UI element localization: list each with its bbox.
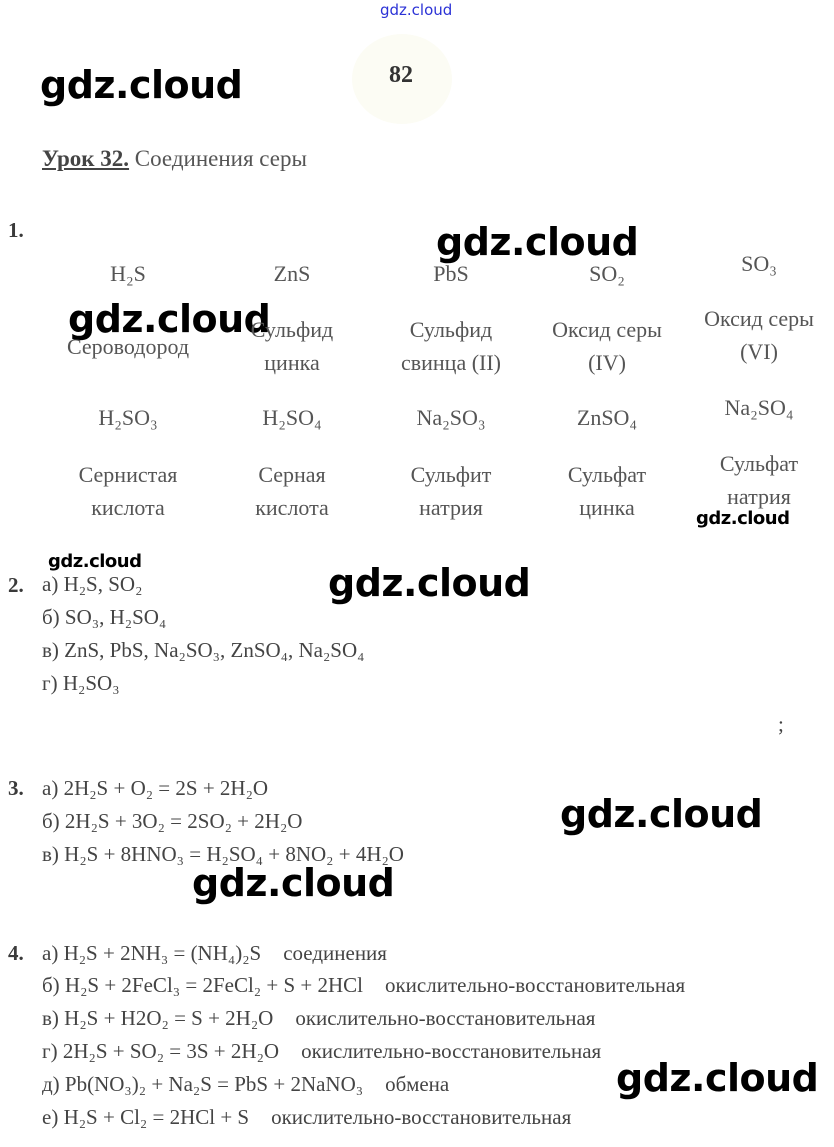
t1-name: Серная кислота	[255, 462, 329, 520]
task4-equation: г) 2H₂S + SO₂ = 3S + 2H₂O	[42, 1039, 280, 1063]
task4-reaction-type: окислительно-восстановительная	[271, 1105, 572, 1129]
lesson-title: Урок 32.	[42, 146, 130, 171]
stray-mark: ;	[778, 712, 784, 736]
task3-number: 3.	[8, 776, 24, 800]
task4-equation: е) H₂S + Cl₂ = 2HCl + S	[42, 1105, 250, 1129]
watermark: gdz.cloud	[192, 861, 395, 905]
t1-formula: H₂S	[110, 261, 146, 286]
task4-reaction-type: окислительно-восстановительная	[301, 1039, 602, 1063]
task3-line: в) H₂S + 8HNO₃ = H₂SO₄ + 8NO₂ + 4H₂O	[42, 842, 404, 866]
t1-name: Оксид серы (IV)	[552, 317, 662, 375]
watermark: gdz.cloud	[68, 297, 271, 341]
t1-formula: H₂SO₃	[98, 405, 158, 430]
task4-reaction-type: окислительно-восстановительная	[295, 1006, 596, 1030]
task4-reaction-type: обмена	[385, 1072, 450, 1096]
task2-line: г) H₂SO₃	[42, 671, 120, 695]
watermark: gdz.cloud	[560, 792, 763, 836]
page-number: 82	[389, 62, 413, 88]
task4-line	[42, 1039, 601, 1064]
t1-name: Оксид серы (VI)	[704, 306, 814, 364]
watermark: gdz.cloud	[696, 508, 790, 529]
task4-line	[42, 1072, 449, 1097]
t1-formula: ZnS	[273, 261, 311, 286]
t1-formula: SO₃	[741, 251, 777, 276]
lesson-topic: Соединения серы	[134, 146, 307, 171]
t1-name: Сульфид свинца (II)	[400, 317, 502, 375]
task4-line	[42, 1105, 571, 1130]
task4-equation: в) H₂S + H2O₂ = S + 2H₂O	[42, 1006, 274, 1030]
task4-reaction-type: окислительно-восстановительная	[384, 973, 686, 997]
task4-line	[42, 941, 387, 966]
t1-name: Сульфид цинка	[250, 317, 334, 375]
t1-formula: ZnSO₄	[576, 405, 638, 430]
task4-equation: б) H₂S + 2FeCl₃ = 2FeCl₂ + S + 2HCl	[42, 973, 363, 997]
t1-name: Сернистая кислота	[78, 462, 178, 520]
watermark: gdz.cloud	[616, 1056, 819, 1100]
task3-line: а) 2H₂S + O₂ = 2S + 2H₂O	[42, 776, 269, 800]
task2-line: а) H₂S, SO₂	[42, 572, 143, 596]
task2-number: 2.	[8, 573, 24, 597]
task4-reaction-type: соединения	[283, 941, 387, 965]
task4-number: 4.	[8, 941, 24, 965]
watermark: gdz.cloud	[48, 551, 142, 572]
lesson-heading	[42, 146, 307, 172]
task4-line	[42, 1006, 595, 1031]
t1-formula: SO₂	[589, 261, 625, 286]
t1-name: Сульфат натрия	[719, 451, 799, 509]
t1-formula: H₂SO₄	[262, 405, 322, 430]
t1-formula: Na₂SO₄	[724, 395, 794, 420]
task4-equation: а) H₂S + 2NH₃ = (NH₄)₂S	[42, 941, 262, 965]
watermark: gdz.cloud	[328, 561, 531, 605]
watermark: gdz.cloud	[40, 63, 243, 107]
watermark: gdz.cloud	[436, 220, 639, 264]
t1-formula: PbS	[433, 261, 469, 286]
t1-formula: Na₂SO₃	[416, 405, 486, 430]
task1-number: 1.	[8, 218, 24, 242]
t1-name: Сульфат цинка	[567, 462, 647, 520]
task4-line	[42, 973, 685, 998]
t1-name: Сероводород	[66, 334, 190, 359]
task4-equation: д) Pb(NO₃)₂ + Na₂S = PbS + 2NaNO₃	[42, 1072, 364, 1096]
watermark-top[interactable]: gdz.cloud	[380, 1, 453, 19]
task2-line: б) SO₃, H₂SO₄	[42, 605, 167, 629]
t1-name: Сульфит натрия	[410, 462, 492, 520]
task2-line: в) ZnS, PbS, Na₂SO₃, ZnSO₄, Na₂SO₄	[42, 638, 365, 662]
task3-line: б) 2H₂S + 3O₂ = 2SO₂ + 2H₂O	[42, 809, 303, 833]
